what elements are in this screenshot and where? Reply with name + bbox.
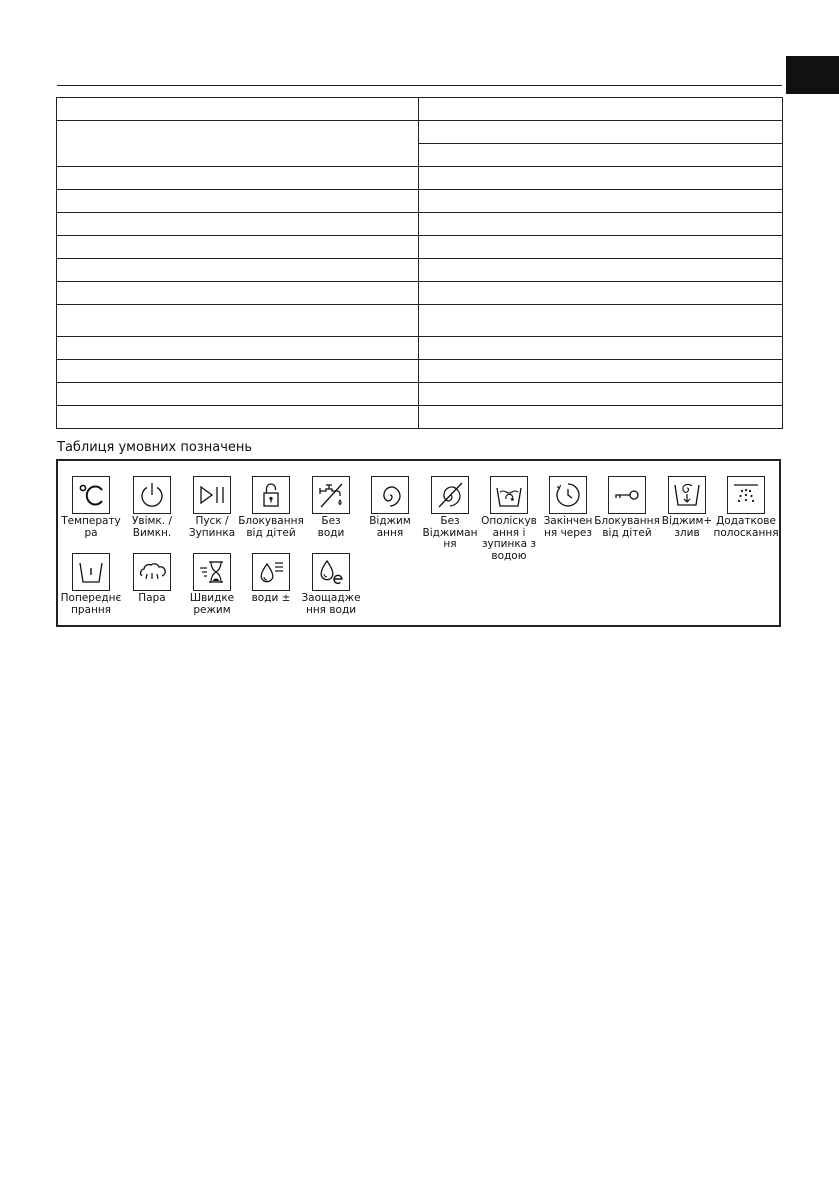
- symbol-no-spin: Без Віджиман ня: [417, 476, 483, 551]
- power-icon: [133, 476, 171, 514]
- symbol-prewash: Попереднє прання: [58, 553, 124, 616]
- legend-title: Таблиця умовних позначень: [57, 440, 253, 455]
- table-row: [57, 259, 783, 282]
- no-spin-icon: [431, 476, 469, 514]
- symbol-no-water: Без води: [298, 476, 364, 539]
- symbol-spin: Віджим ання: [357, 476, 423, 539]
- symbol-quick: Швидке режим: [179, 553, 245, 616]
- clock-end-icon: [549, 476, 587, 514]
- table-row: [57, 98, 783, 121]
- play-pause-icon: [193, 476, 231, 514]
- spin-drain-icon: [668, 476, 706, 514]
- symbol-steam: Пара: [119, 553, 185, 605]
- symbol-extra-rinse: Додаткове полоскання: [713, 476, 779, 539]
- celsius-icon: [72, 476, 110, 514]
- table-row: [57, 213, 783, 236]
- prewash-tub-icon: [72, 553, 110, 591]
- spin-spiral-icon: [371, 476, 409, 514]
- water-plus-minus-icon: [252, 553, 290, 591]
- steam-cloud-icon: [133, 553, 171, 591]
- symbol-start-stop: Пуск / Зупинка: [179, 476, 245, 539]
- table-row: [57, 406, 783, 429]
- rinse-hold-icon: [490, 476, 528, 514]
- specification-table: [56, 97, 783, 429]
- symbol-child-lock-key: Блокування від дітей: [594, 476, 660, 539]
- symbol-water-saving: Заощадже ння води: [298, 553, 364, 616]
- symbol-power: Увімк. / Вимкн.: [119, 476, 185, 539]
- table-row: [57, 121, 783, 144]
- table-row: [57, 236, 783, 259]
- table-row: [57, 383, 783, 406]
- table-row: [57, 190, 783, 213]
- table-row: [57, 305, 783, 337]
- symbol-water-level: води ±: [238, 553, 304, 605]
- hourglass-quick-icon: [193, 553, 231, 591]
- symbol-legend: [56, 459, 781, 627]
- eco-water-drop-icon: [312, 553, 350, 591]
- extra-rinse-shower-icon: [727, 476, 765, 514]
- symbol-spin-drain: Віджим+ злив: [654, 476, 720, 539]
- table-row: [57, 167, 783, 190]
- header-rule: [57, 85, 782, 86]
- language-tab-marker: [786, 56, 839, 94]
- key-icon: [608, 476, 646, 514]
- table-row: [57, 337, 783, 360]
- table-row: [57, 360, 783, 383]
- symbol-rinse-hold: Ополіскув ання і зупинка з водою: [476, 476, 542, 562]
- symbol-child-lock: Блокування від дітей: [238, 476, 304, 539]
- padlock-icon: [252, 476, 290, 514]
- symbol-temperature: Температу ра: [58, 476, 124, 539]
- symbol-end-in: Закінчен ня через: [535, 476, 601, 539]
- no-water-tap-icon: [312, 476, 350, 514]
- table-row: [57, 282, 783, 305]
